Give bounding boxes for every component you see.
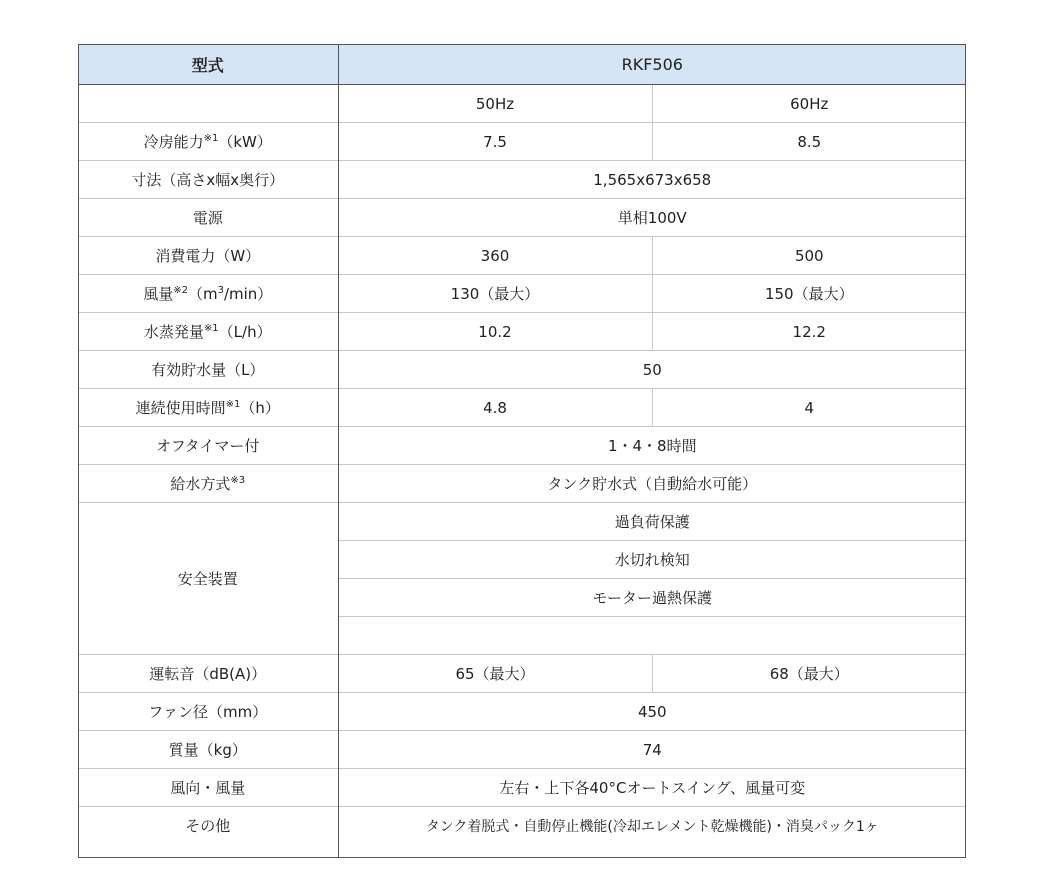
noise-label: 運転音（dB(A)） — [78, 655, 338, 693]
power-consumption-label: 消費電力（W） — [78, 237, 338, 275]
model-label: 型式 — [78, 45, 338, 85]
tank-label: 有効貯水量（L） — [78, 351, 338, 389]
fan-label: ファン径（mm） — [78, 693, 338, 731]
continuous-row — [78, 389, 966, 427]
header-row — [78, 45, 966, 85]
frequency-label-empty — [78, 85, 338, 123]
safety-item: モーター過熱保護 — [338, 579, 966, 617]
evaporation-row — [78, 313, 966, 351]
cooling-50hz: 7.5 — [338, 123, 652, 161]
evaporation-label: 水蒸発量$^{※1}$（L/h） — [78, 313, 338, 351]
dimensions-label: 寸法（高さx幅x奥行） — [78, 161, 338, 199]
timer-value: 1・4・8時間 — [338, 427, 966, 465]
tank-value: 50 — [338, 351, 966, 389]
dimensions-value: 1,565x673x658 — [338, 161, 966, 199]
fan-value: 450 — [338, 693, 966, 731]
continuous-label: 連続使用時間$^{※1}$（h） — [78, 389, 338, 427]
other-value: タンク着脱式・自動停止機能(冷却エレメント乾燥機能)・消臭パック1ヶ — [338, 807, 966, 845]
cooling-60hz: 8.5 — [652, 123, 966, 161]
model-value: RKF506 — [338, 45, 966, 85]
safety-label: 安全装置 — [78, 503, 338, 655]
other-label: その他 — [78, 807, 338, 845]
evaporation-60hz: 12.2 — [652, 313, 966, 351]
water-supply-row — [78, 465, 966, 503]
mass-label: 質量（kg） — [78, 731, 338, 769]
power-source-value: 単相100V — [338, 199, 966, 237]
airflow-row — [78, 275, 966, 313]
power-source-row — [78, 199, 966, 237]
direction-label: 風向・風量 — [78, 769, 338, 807]
continuous-50hz: 4.8 — [338, 389, 652, 427]
frequency-60hz: 60Hz — [652, 85, 966, 123]
safety-row — [78, 503, 966, 541]
tank-row — [78, 351, 966, 389]
mass-value: 74 — [338, 731, 966, 769]
frequency-row — [78, 85, 966, 123]
fan-row — [78, 693, 966, 731]
frequency-50hz: 50Hz — [338, 85, 652, 123]
note-marker: ※3 — [230, 475, 246, 486]
water-supply-value: タンク貯水式（自動給水可能） — [338, 465, 966, 503]
power-source-label: 電源 — [78, 199, 338, 237]
timer-row — [78, 427, 966, 465]
dimensions-row — [78, 161, 966, 199]
note-marker: ※1 — [203, 133, 219, 144]
cooling-row — [78, 123, 966, 161]
safety-item: 水切れ検知 — [338, 541, 966, 579]
noise-row — [78, 655, 966, 693]
power-consumption-50hz: 360 — [338, 237, 652, 275]
cooling-label: 冷房能力$^{※1}$（kW） — [78, 123, 338, 161]
noise-60hz: 68（最大） — [652, 655, 966, 693]
other-row — [78, 807, 966, 845]
continuous-60hz: 4 — [652, 389, 966, 427]
water-supply-label: 給水方式$^{※3}$ — [78, 465, 338, 503]
power-consumption-60hz: 500 — [652, 237, 966, 275]
note-marker: ※1 — [225, 399, 241, 410]
evaporation-50hz: 10.2 — [338, 313, 652, 351]
timer-label: オフタイマー付 — [78, 427, 338, 465]
safety-item: 過負荷保護 — [338, 503, 966, 541]
safety-item-empty — [338, 617, 966, 655]
mass-row — [78, 731, 966, 769]
note-marker: ※1 — [203, 323, 219, 334]
note-marker: ※2 — [173, 285, 188, 296]
airflow-label: 風量$^{※2}(m^3/\min)$ — [78, 275, 338, 313]
direction-value: 左右・上下各40°Cオートスイング、風量可変 — [338, 769, 966, 807]
airflow-60hz: 150（最大） — [652, 275, 966, 313]
power-consumption-row — [78, 237, 966, 275]
direction-row — [78, 769, 966, 807]
noise-50hz: 65（最大） — [338, 655, 652, 693]
spec-table — [78, 44, 966, 844]
airflow-50hz: 130（最大） — [338, 275, 652, 313]
